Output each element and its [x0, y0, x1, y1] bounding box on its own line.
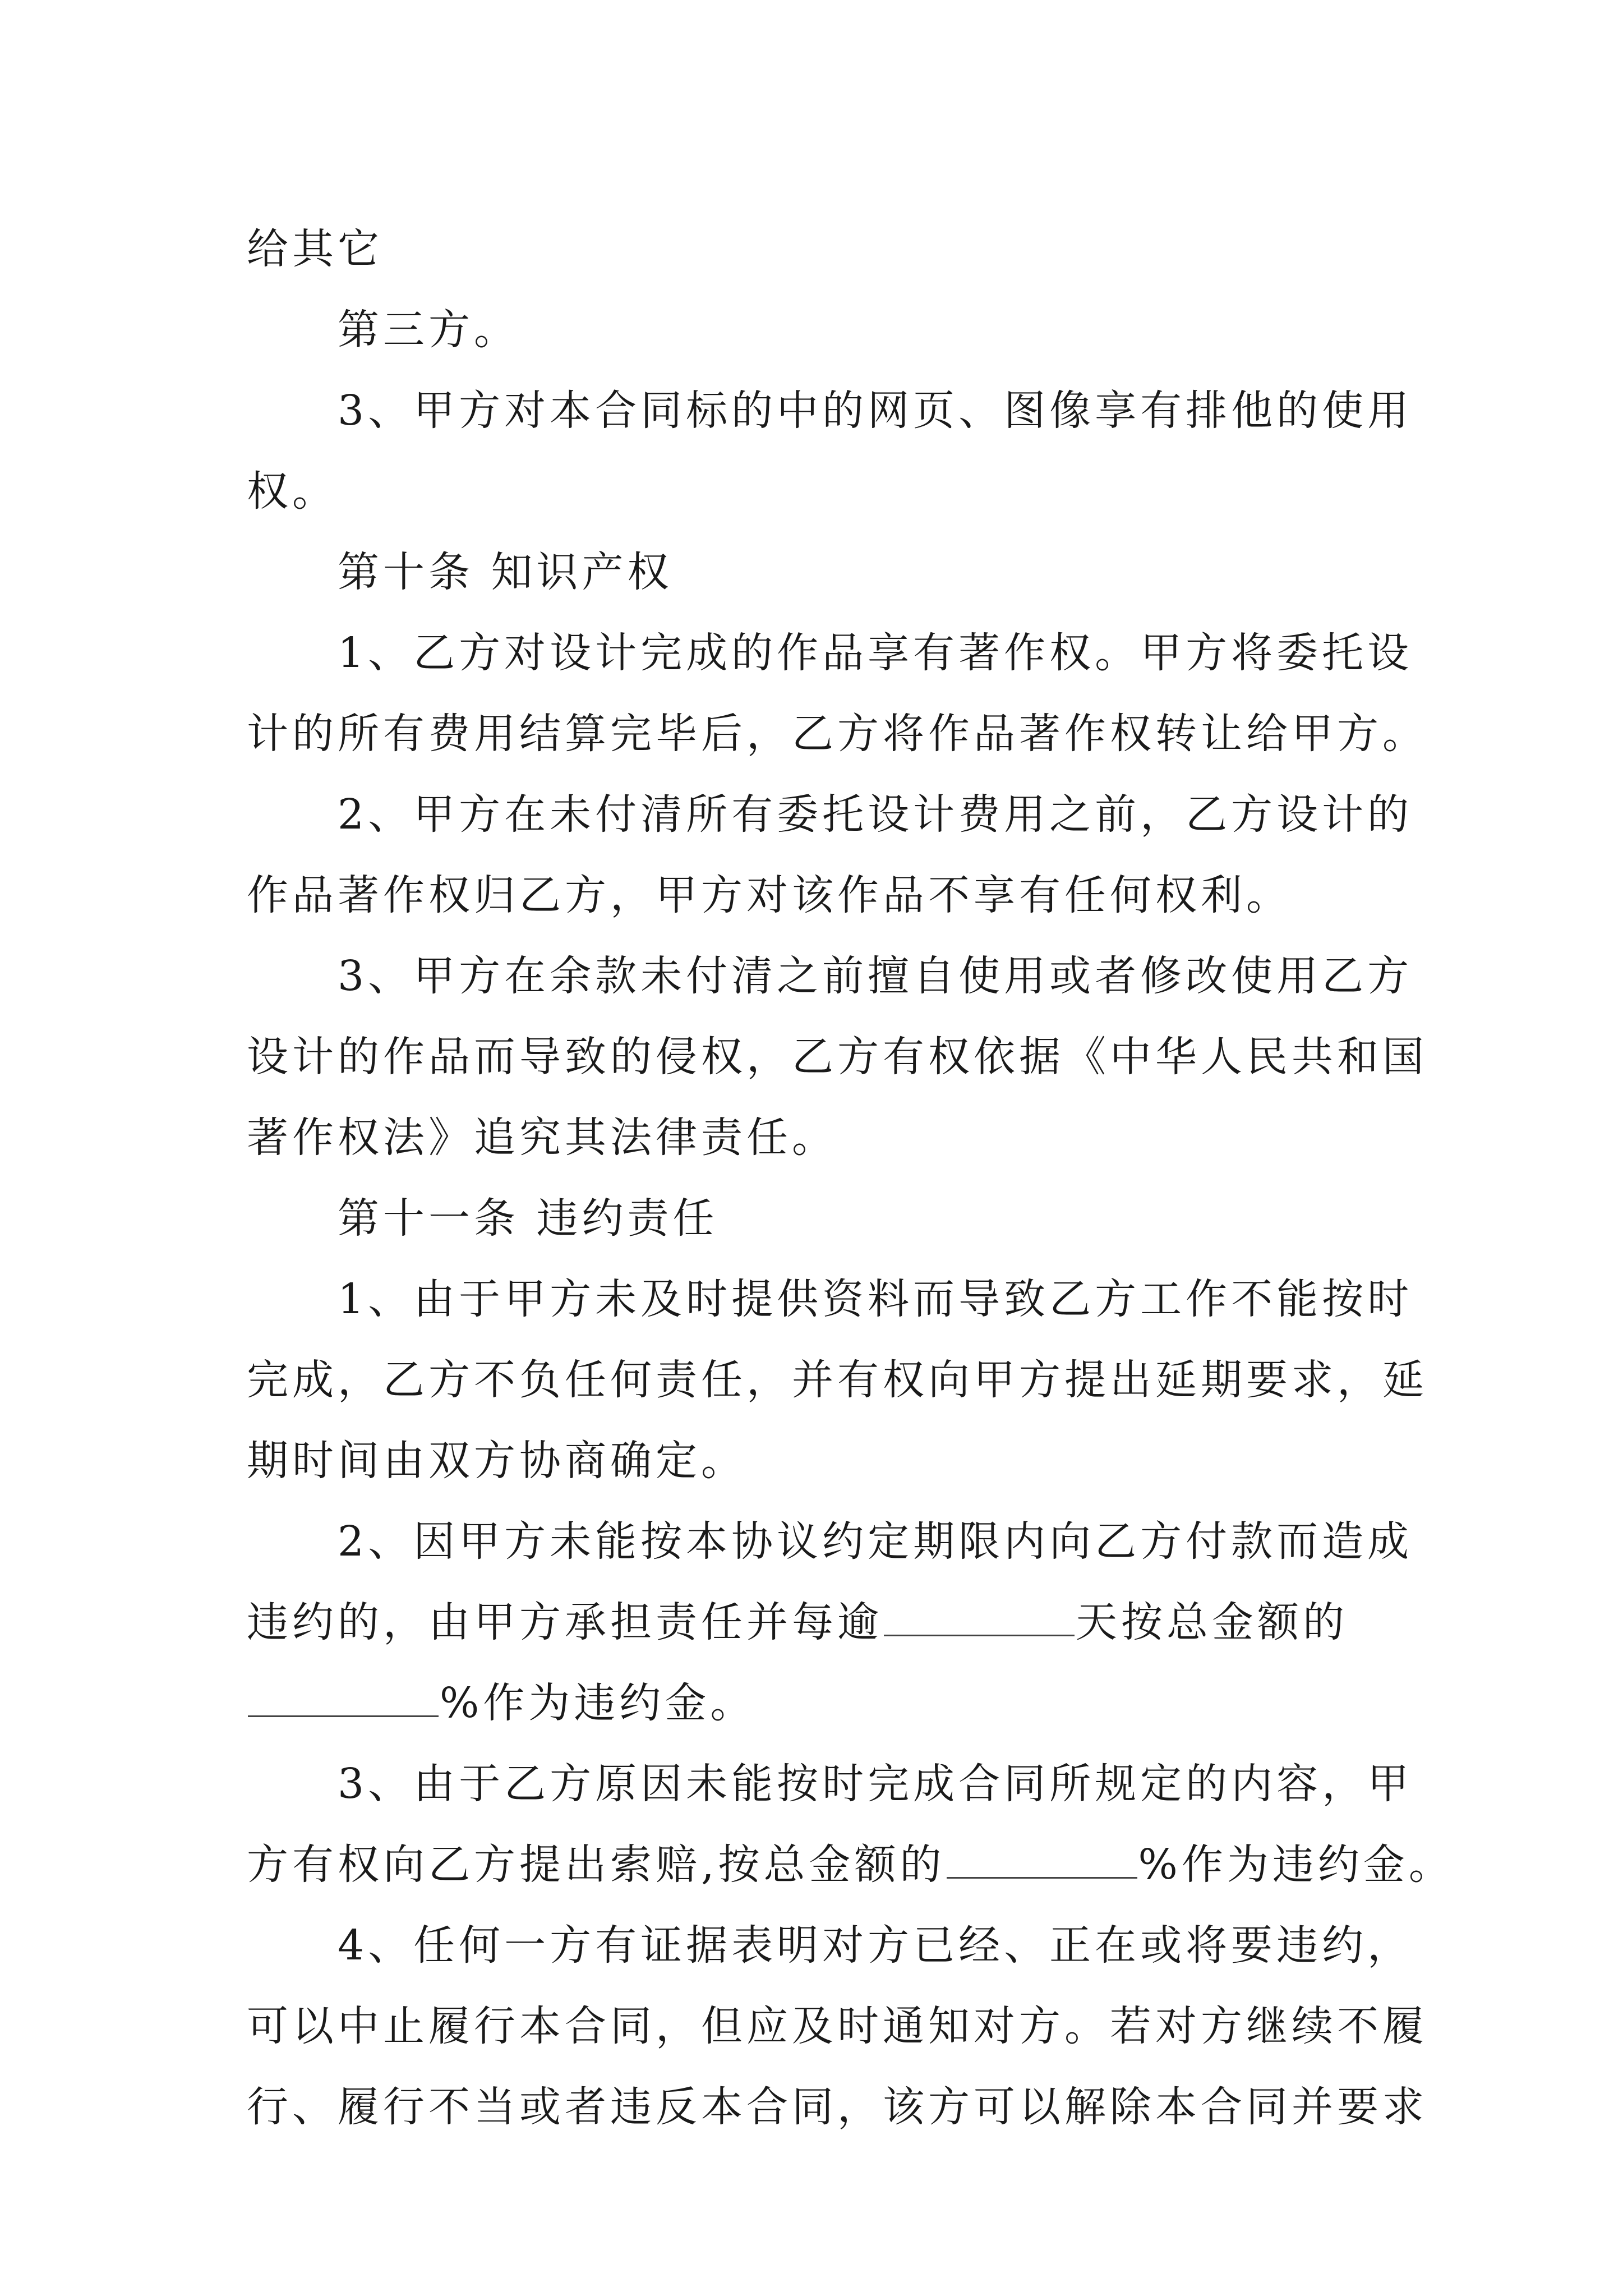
text-line: 可以中止履行本合同，但应及时通知对方。若对方继续不履 [247, 2002, 1428, 2050]
text-line: 行、履行不当或者违反本合同，该方可以解除本合同并要求 [247, 2083, 1428, 2131]
fill-in-blank [947, 1844, 1137, 1879]
text-line: 期时间由双方协商确定。 [247, 1437, 746, 1485]
text-line: 著作权法》追究其法律责任。 [247, 1114, 837, 1162]
text-segment: 违约的，由甲方承担责任并每逾 [247, 1598, 883, 1646]
text-line [247, 1582, 1391, 1663]
text-line: 作品著作权归乙方，甲方对该作品不享有任何权利。 [247, 871, 1292, 919]
section-heading: 第十条 知识产权 [338, 548, 673, 596]
text-line: 1、由于甲方未及时提供资料而导致乙方工作不能按时 [338, 1275, 1413, 1323]
text-line: 给其它 [247, 225, 383, 273]
fill-in-blank [248, 1683, 439, 1717]
text-segment: 方有权向乙方提出索赔,按总金额的 [247, 1841, 946, 1889]
text-line: 完成，乙方不负任何责任，并有权向甲方提出延期要求，延 [247, 1356, 1428, 1404]
text-line: 3、由于乙方原因未能按时完成合同所规定的内容，甲 [338, 1760, 1413, 1808]
text-line: 3、甲方在余款未付清之前擅自使用或者修改使用乙方 [338, 952, 1413, 1000]
text-line: 权。 [247, 467, 338, 516]
text-line: 设计的作品而导致的侵权，乙方有权依据《中华人民共和国 [247, 1033, 1428, 1081]
text-segment: %作为违约金。 [440, 1679, 756, 1727]
section-heading: 第十一条 违约责任 [338, 1194, 718, 1243]
text-line [247, 1824, 1454, 1905]
text-line: 计的所有费用结算完毕后，乙方将作品著作权转让给甲方。 [247, 710, 1428, 758]
text-line: 1、乙方对设计完成的作品享有著作权。甲方将委托设 [338, 629, 1413, 677]
text-line: 3、甲方对本合同标的中的网页、图像享有排他的使用 [338, 386, 1413, 435]
text-line: 4、任何一方有证据表明对方已经、正在或将要违约， [338, 1921, 1413, 1970]
text-line: 2、因甲方未能按本协议约定期限内向乙方付款而造成 [338, 1517, 1413, 1566]
contract-body [247, 209, 1454, 2147]
fill-in-blank [884, 1602, 1075, 1636]
text-line: 第三方。 [338, 306, 519, 354]
text-line: 2、甲方在未付清所有委托设计费用之前，乙方设计的 [338, 790, 1413, 839]
text-line [247, 1663, 1391, 1743]
text-segment: 天按总金额的 [1076, 1598, 1348, 1646]
text-segment: %作为违约金。 [1138, 1841, 1454, 1889]
